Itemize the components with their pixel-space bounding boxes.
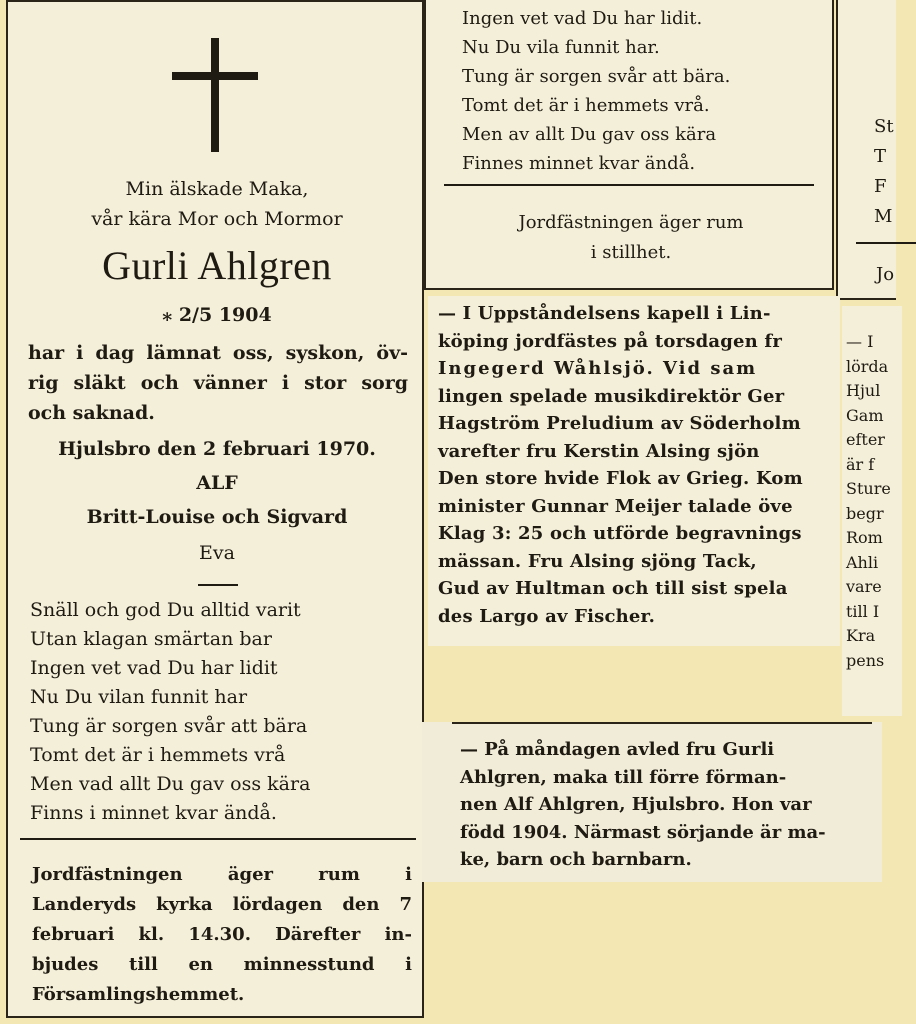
poem-line: Tomt det är i hemmets vrå. (462, 95, 710, 116)
partial-line: vare (846, 577, 882, 596)
partial-text (874, 112, 894, 232)
place-date: Hjulsbro den 2 februari 1970. (58, 438, 376, 460)
poem-line: Ingen vet vad Du har lidit. (462, 8, 703, 29)
partial-line: begr (846, 503, 884, 523)
poem-line: Tung är sorgen svår att bära (30, 715, 308, 737)
news-article (428, 296, 840, 646)
signer-family: Britt-Louise och Sigvard (86, 506, 348, 528)
article-line: Gud av Hultman och till sist spela (438, 578, 788, 599)
partial-line: F (874, 176, 887, 197)
notice-line: nen Alf Ahlgren, Hjulsbro. Hon var (460, 794, 812, 815)
notice-line: Ahlgren, maka till förre förman- (460, 766, 787, 788)
divider (452, 722, 872, 724)
partial-line: Jo (876, 264, 895, 285)
burial-line: Församlingshemmet. (32, 984, 245, 1005)
obituary-intro (8, 174, 426, 234)
poem-line: Utan klagan smärtan bar (30, 628, 272, 650)
poem-line: Nu Du vilan funnit har (30, 686, 248, 708)
poem-line: Nu Du vila funnit har. (462, 37, 660, 58)
partial-line: Ahli (846, 552, 879, 572)
partial-line: till I (846, 601, 880, 621)
partial-line: Sture (846, 479, 891, 498)
poem-line: Tung är sorgen svår att bära. (462, 66, 731, 87)
article-line: Ingegerd Wåhlsjö. Vid sam (438, 358, 758, 379)
partial-text (846, 330, 891, 673)
divider (444, 184, 814, 186)
article-line: minister Gunnar Meijer talade öve (438, 495, 793, 517)
poem-line: Men vad allt Du gav oss kära (30, 773, 311, 795)
poem-line: Ingen vet vad Du har lidit (30, 657, 278, 679)
partial-line: T (874, 146, 887, 167)
burial-line: Landeryds kyrka lördagen den 7 (32, 894, 412, 915)
burial-line: i stillhet. (590, 242, 672, 263)
article-line: mässan. Fru Alsing sjöng Tack, (438, 550, 757, 572)
notice-line: ke, barn och barnbarn. (460, 849, 692, 870)
article-line: varefter fru Kerstin Alsing sjön (438, 440, 760, 462)
memorial-poem (30, 596, 410, 828)
partial-line: efter (846, 430, 885, 449)
notice-text (460, 736, 872, 874)
burial-info (32, 860, 412, 1010)
deceased-name: Gurli Ahlgren (102, 243, 332, 288)
divider (198, 584, 238, 586)
death-notice (422, 722, 882, 882)
partial-line: St (874, 116, 894, 137)
burial-line: bjudes till en minnesstund i (32, 954, 412, 975)
intro-line: vår kära Mor och Mormor (91, 208, 343, 230)
article-line: lingen spelade musikdirektör Ger (438, 385, 785, 407)
partial-line: M (874, 206, 893, 227)
text-line: och saknad. (28, 402, 155, 424)
poem-line: Tomt det är i hemmets vrå (30, 744, 286, 766)
partial-line: — I (846, 332, 874, 351)
obituary-second (424, 0, 834, 290)
partial-line: Hjul (846, 381, 881, 400)
burial-line: Jordfästningen äger rum (518, 212, 744, 233)
notice-line: — På måndagen avled fru Gurli (460, 739, 775, 760)
partial-line: pens (846, 650, 885, 670)
divider (20, 838, 416, 840)
partial-article (842, 306, 902, 716)
text-line: har i dag lämnat oss, syskon, öv- (28, 342, 408, 364)
article-text (438, 300, 836, 630)
burial-line: Jordfästningen äger rum i (32, 864, 412, 885)
partial-line: Gam (846, 405, 884, 425)
partial-line: Kra (846, 626, 876, 645)
poem-line: Snäll och god Du alltid varit (30, 599, 301, 621)
article-line: Klag 3: 25 och utförde begravnings (438, 523, 802, 544)
signer-husband: ALF (196, 472, 238, 494)
divider (856, 242, 916, 244)
partial-notice (836, 0, 896, 300)
partial-line: lörda (846, 356, 889, 376)
article-line: köping jordfästes på torsdagen fr (438, 330, 783, 352)
memorial-poem (462, 4, 822, 178)
obituary-text (28, 338, 408, 428)
article-line: — I Uppståndelsens kapell i Lin- (438, 303, 771, 324)
burial-line: februari kl. 14.30. Därefter in- (32, 924, 412, 945)
text-line: rig släkt och vänner i stor sorg (28, 372, 408, 394)
poem-line: Finnes minnet kvar ändå. (462, 153, 696, 174)
birth-date: ⁎ 2/5 1904 (162, 304, 272, 326)
signer-family: Eva (199, 542, 235, 564)
obituary-main (6, 0, 424, 1018)
article-line: Den store hvide Flok av Grieg. Kom (438, 468, 803, 489)
partial-line: Rom (846, 528, 883, 547)
poem-line: Finns i minnet kvar ändå. (30, 802, 277, 824)
burial-info (426, 208, 836, 268)
article-line: Hagström Preludium av Söderholm (438, 413, 801, 434)
cross-icon (172, 38, 258, 152)
partial-line: är f (846, 454, 875, 474)
intro-line: Min älskade Maka, (125, 178, 309, 200)
notice-line: född 1904. Närmast sörjande är ma- (460, 821, 826, 843)
poem-line: Men av allt Du gav oss kära (462, 124, 717, 145)
article-line: des Largo av Fischer. (438, 605, 656, 627)
